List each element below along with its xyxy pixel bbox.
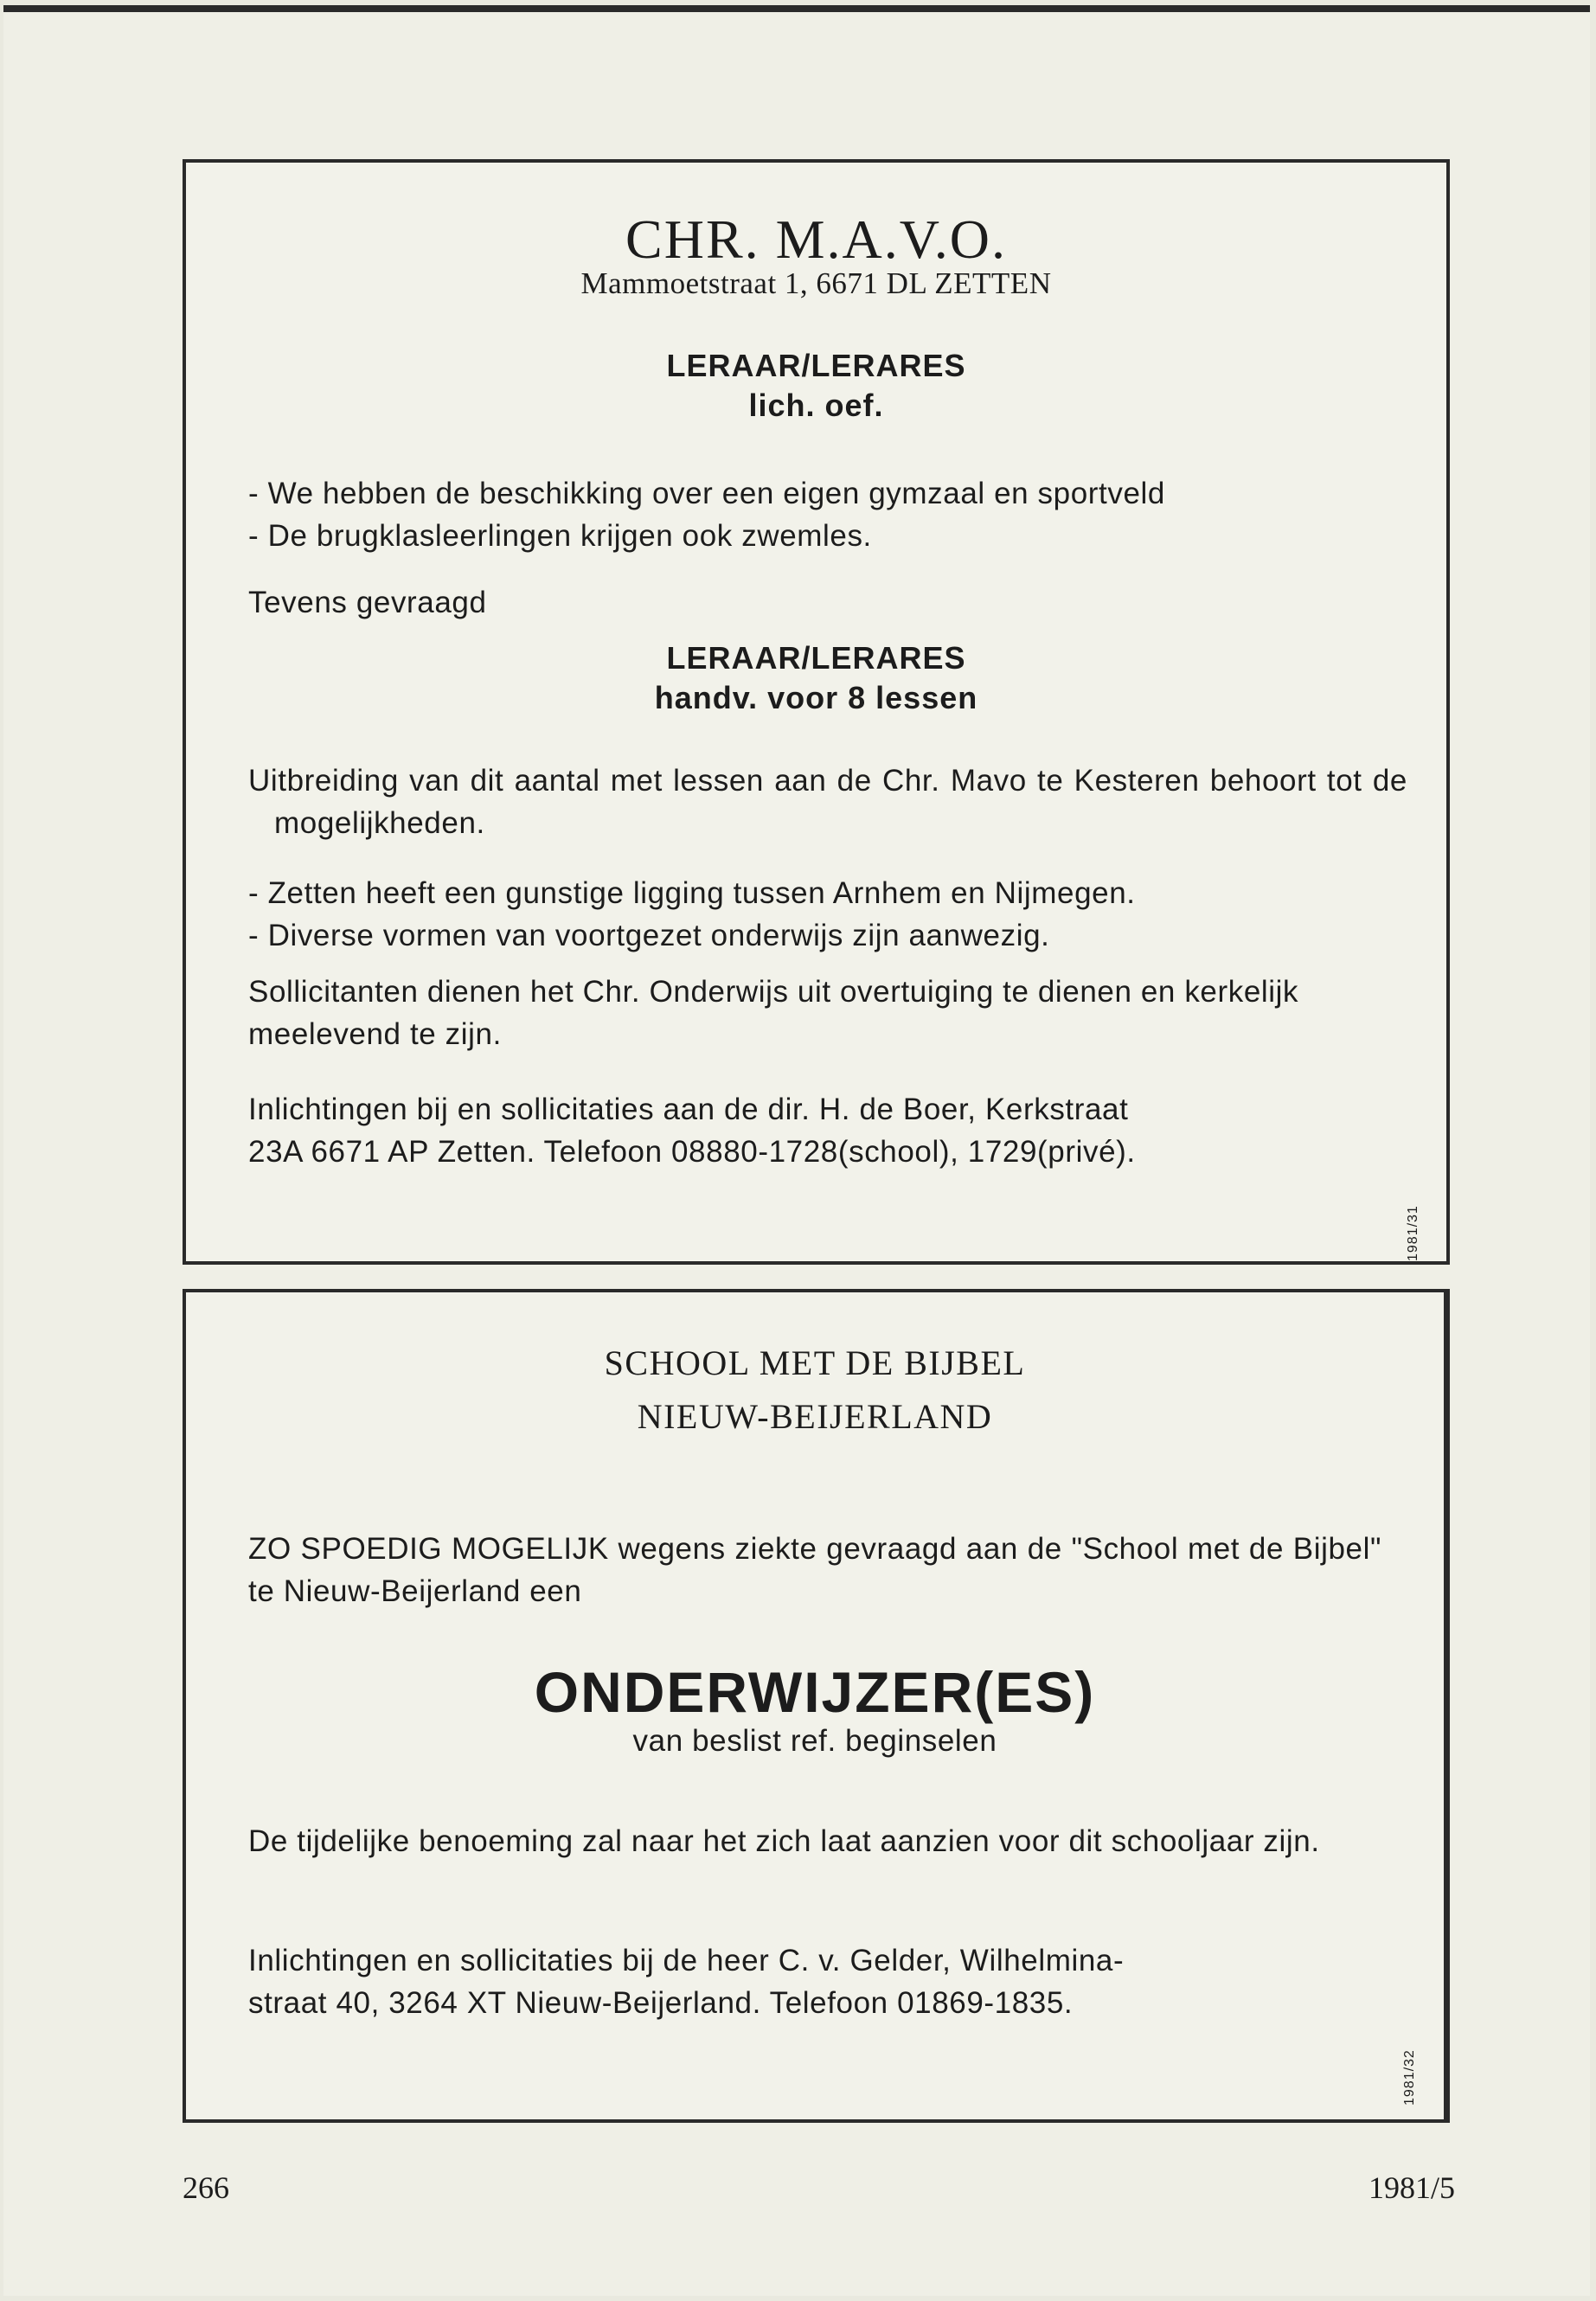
reference-code: 1981/32 [1402, 2049, 1417, 2106]
page [3, 5, 1590, 2296]
list-item: - Diverse vormen van voortgezet onderwijs zijn aanwezig. [248, 919, 1050, 952]
list-item: - De brugklasleerlingen krijgen ook zwemles. [248, 519, 872, 553]
school-name: SCHOOL MET DE BIJBEL [604, 1343, 1026, 1382]
expansion-paragraph: Uitbreiding van dit aantal met lessen aan de Chr. Mavo te Kesteren behoort tot de mogelijkheden. [248, 764, 1407, 840]
also-wanted-label: Tevens gevraagd [248, 586, 487, 619]
list-item: - Zetten heeft een gunstige ligging tussen Arnhem en Nijmegen. [248, 876, 1136, 910]
ad-address: Mammoetstraat 1, 6671 DL ZETTEN [580, 266, 1052, 300]
position-subject: handv. voor 8 lessen [654, 680, 978, 715]
requirement-paragraph: Sollicitanten dienen het Chr. Onderwijs uit overtuiging te dienen en kerkelijk meelevend te zijn. [248, 975, 1299, 1051]
position-title: LERAAR/LERARES [666, 640, 966, 676]
school-location: NIEUW-BEIJERLAND [637, 1397, 993, 1436]
issue-number: 1981/5 [1368, 2170, 1456, 2205]
advertisement-chr-mavo [183, 159, 1450, 1265]
page-number: 266 [183, 2170, 229, 2205]
bullet-list-1 [248, 472, 1407, 557]
reference-code: 1981/31 [1406, 1205, 1420, 1261]
contact-line: straat 40, 3264 XT Nieuw-Beijerland. Telefoon 01869-1835. [248, 1986, 1074, 2020]
contact-line: Inlichtingen en sollicitaties bij de heer C. v. Gelder, Wilhelmina- [248, 1944, 1125, 1977]
ad-title: CHR. M.A.V.O. [625, 208, 1007, 270]
position-heading-2 [186, 638, 1446, 718]
intro-paragraph: ZO SPOEDIG MOGELIJK wegens ziekte gevraagd aan de "School met de Bijbel" te Nieuw-Beijerland een [248, 1532, 1381, 1608]
bullet-list-2 [248, 872, 1407, 957]
position-heading-1 [186, 346, 1446, 426]
contact-paragraph [248, 1939, 1407, 2024]
position-title: ONDERWIJZER(ES) [534, 1660, 1096, 1724]
list-item: - We hebben de beschikking over een eigen gymzaal en sportveld [248, 477, 1165, 510]
position-title: LERAAR/LERARES [666, 348, 966, 383]
position-subtitle: van beslist ref. beginselen [632, 1724, 997, 1758]
contact-paragraph [248, 1088, 1425, 1173]
appointment-paragraph: De tijdelijke benoeming zal naar het zich laat aanzien voor dit schooljaar zijn. [248, 1824, 1320, 1858]
position-subject: lich. oef. [748, 388, 884, 423]
advertisement-school-met-de-bijbel [183, 1289, 1450, 2123]
contact-line: Inlichtingen bij en sollicitaties aan de dir. H. de Boer, Kerkstraat [248, 1093, 1129, 1126]
contact-line: 23A 6671 AP Zetten. Telefoon 08880-1728(school), 1729(privé). [248, 1135, 1136, 1169]
